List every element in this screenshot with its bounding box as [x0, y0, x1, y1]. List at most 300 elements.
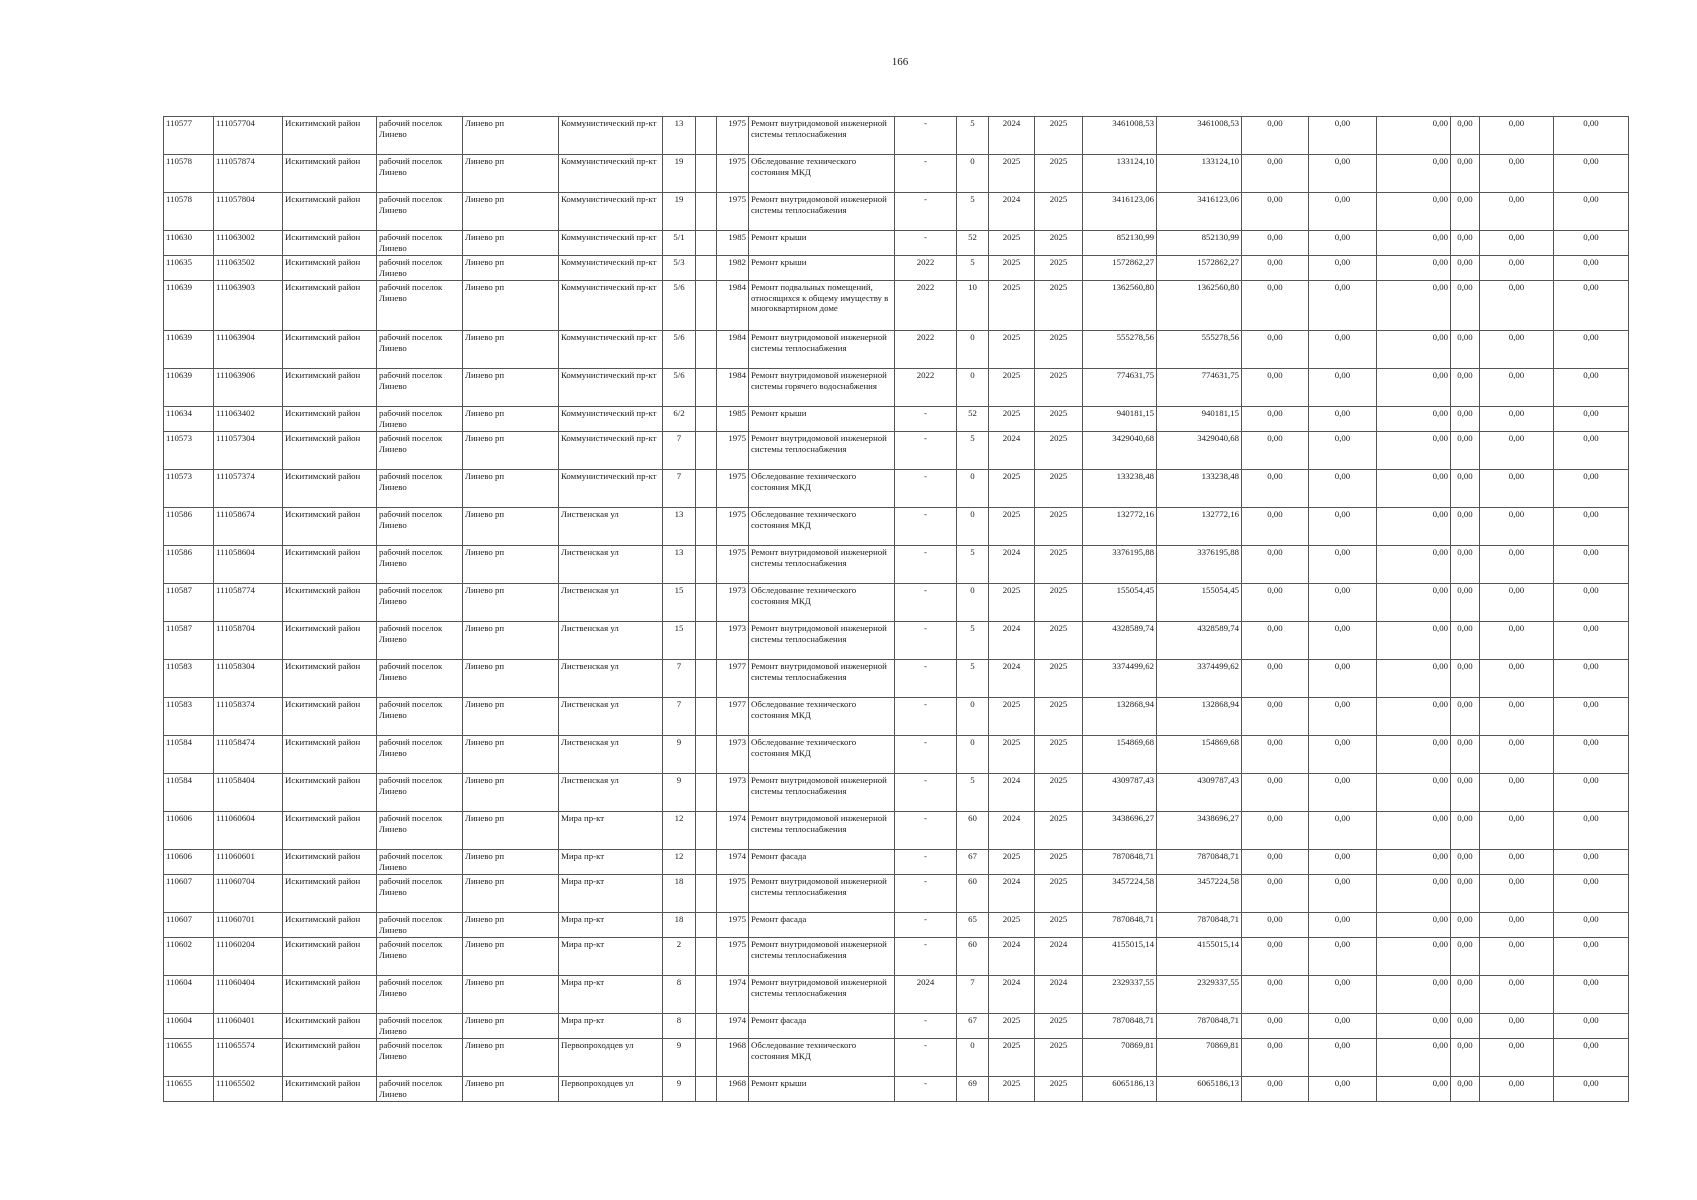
table-row: [164, 660, 1629, 698]
cell-street: Мира пр-кт: [559, 1014, 663, 1039]
cell-start-year: 2025: [989, 256, 1035, 281]
cell-value-4: 0,00: [1451, 117, 1480, 155]
table-row: [164, 331, 1629, 369]
cell-work-id: 111057874: [214, 155, 283, 193]
cell-work-type: Ремонт внутридомовой инженерной системы теплоснабжения: [749, 976, 895, 1014]
cell-district: Искитимский район: [283, 407, 377, 432]
table-row: [164, 432, 1629, 470]
cell-street: Коммунистический пр-кт: [559, 256, 663, 281]
cell-program-cost: 3457224,58: [1157, 875, 1242, 913]
cell-district: Искитимский район: [283, 938, 377, 976]
cell-district: Искитимский район: [283, 369, 377, 407]
table-row: [164, 774, 1629, 812]
cell-building: [696, 1014, 717, 1039]
cell-value-4: 0,00: [1451, 1077, 1480, 1102]
cell-total-cost: 2329337,55: [1083, 976, 1157, 1014]
cell-street: Коммунистический пр-кт: [559, 369, 663, 407]
cell-value-6: 0,00: [1554, 546, 1629, 584]
cell-last-repair-year: -: [895, 231, 957, 256]
cell-district: Искитимский район: [283, 812, 377, 850]
cell-locality: Линево рп: [463, 875, 559, 913]
cell-value-3: 0,00: [1377, 850, 1451, 875]
cell-value-6: 0,00: [1554, 1039, 1629, 1077]
cell-wear-percent: 60: [957, 875, 989, 913]
cell-building: [696, 256, 717, 281]
cell-work-type: Ремонт внутридомовой инженерной системы теплоснабжения: [749, 193, 895, 231]
cell-total-cost: 3374499,62: [1083, 660, 1157, 698]
cell-value-2: 0,00: [1309, 913, 1377, 938]
cell-settlement: рабочий поселок Линево: [377, 1014, 463, 1039]
cell-value-2: 0,00: [1309, 155, 1377, 193]
cell-settlement: рабочий поселок Линево: [377, 407, 463, 432]
cell-settlement: рабочий поселок Линево: [377, 850, 463, 875]
cell-settlement: рабочий поселок Линево: [377, 622, 463, 660]
cell-value-3: 0,00: [1377, 369, 1451, 407]
cell-value-1: 0,00: [1242, 331, 1309, 369]
cell-value-5: 0,00: [1480, 1077, 1554, 1102]
cell-total-cost: 3376195,88: [1083, 546, 1157, 584]
cell-wear-percent: 0: [957, 331, 989, 369]
cell-value-2: 0,00: [1309, 622, 1377, 660]
cell-value-3: 0,00: [1377, 231, 1451, 256]
cell-value-6: 0,00: [1554, 622, 1629, 660]
cell-value-3: 0,00: [1377, 698, 1451, 736]
cell-value-2: 0,00: [1309, 193, 1377, 231]
cell-value-5: 0,00: [1480, 369, 1554, 407]
cell-program-cost: 155054,45: [1157, 584, 1242, 622]
cell-locality: Линево рп: [463, 698, 559, 736]
cell-value-4: 0,00: [1451, 1039, 1480, 1077]
cell-value-4: 0,00: [1451, 875, 1480, 913]
cell-total-cost: 4328589,74: [1083, 622, 1157, 660]
cell-last-repair-year: -: [895, 193, 957, 231]
cell-program-cost: 7870848,71: [1157, 1014, 1242, 1039]
cell-task-id: 110586: [164, 546, 214, 584]
cell-district: Искитимский район: [283, 281, 377, 331]
cell-year-built: 1975: [717, 913, 749, 938]
cell-work-type: Ремонт внутридомовой инженерной системы теплоснабжения: [749, 117, 895, 155]
cell-work-type: Ремонт крыши: [749, 1077, 895, 1102]
cell-settlement: рабочий поселок Линево: [377, 331, 463, 369]
cell-year-built: 1974: [717, 1014, 749, 1039]
cell-task-id: 110577: [164, 117, 214, 155]
table-row: [164, 875, 1629, 913]
cell-work-id: 111060604: [214, 812, 283, 850]
cell-wear-percent: 0: [957, 1039, 989, 1077]
cell-program-cost: 154869,68: [1157, 736, 1242, 774]
cell-total-cost: 3429040,68: [1083, 432, 1157, 470]
cell-building: [696, 155, 717, 193]
cell-value-2: 0,00: [1309, 331, 1377, 369]
cell-building: [696, 976, 717, 1014]
cell-value-4: 0,00: [1451, 1014, 1480, 1039]
cell-wear-percent: 5: [957, 622, 989, 660]
cell-end-year: 2025: [1035, 1014, 1083, 1039]
cell-wear-percent: 67: [957, 1014, 989, 1039]
cell-work-type: Обследование технического состояния МКД: [749, 1039, 895, 1077]
cell-house-number: 15: [663, 622, 696, 660]
cell-total-cost: 7870848,71: [1083, 1014, 1157, 1039]
cell-wear-percent: 0: [957, 470, 989, 508]
cell-work-type: Обследование технического состояния МКД: [749, 508, 895, 546]
cell-house-number: 8: [663, 1014, 696, 1039]
cell-district: Искитимский район: [283, 1039, 377, 1077]
cell-street: Лиственская ул: [559, 660, 663, 698]
cell-value-5: 0,00: [1480, 736, 1554, 774]
cell-district: Искитимский район: [283, 774, 377, 812]
cell-locality: Линево рп: [463, 508, 559, 546]
cell-task-id: 110583: [164, 698, 214, 736]
cell-end-year: 2024: [1035, 976, 1083, 1014]
cell-value-5: 0,00: [1480, 913, 1554, 938]
cell-street: Лиственская ул: [559, 508, 663, 546]
cell-building: [696, 407, 717, 432]
cell-value-4: 0,00: [1451, 193, 1480, 231]
cell-wear-percent: 0: [957, 155, 989, 193]
cell-settlement: рабочий поселок Линево: [377, 1077, 463, 1102]
cell-wear-percent: 0: [957, 584, 989, 622]
cell-value-6: 0,00: [1554, 407, 1629, 432]
cell-value-3: 0,00: [1377, 470, 1451, 508]
cell-value-2: 0,00: [1309, 407, 1377, 432]
cell-work-type: Обследование технического состояния МКД: [749, 736, 895, 774]
cell-work-id: 111058404: [214, 774, 283, 812]
cell-value-5: 0,00: [1480, 584, 1554, 622]
cell-total-cost: 4309787,43: [1083, 774, 1157, 812]
cell-value-4: 0,00: [1451, 546, 1480, 584]
cell-last-repair-year: -: [895, 407, 957, 432]
cell-district: Искитимский район: [283, 546, 377, 584]
cell-value-3: 0,00: [1377, 155, 1451, 193]
cell-program-cost: 774631,75: [1157, 369, 1242, 407]
cell-value-1: 0,00: [1242, 913, 1309, 938]
table-row: [164, 546, 1629, 584]
cell-last-repair-year: -: [895, 1039, 957, 1077]
cell-settlement: рабочий поселок Линево: [377, 875, 463, 913]
cell-settlement: рабочий поселок Линево: [377, 913, 463, 938]
table-row: [164, 407, 1629, 432]
cell-building: [696, 331, 717, 369]
cell-house-number: 2: [663, 938, 696, 976]
cell-work-id: 111058374: [214, 698, 283, 736]
table-row: [164, 155, 1629, 193]
cell-start-year: 2024: [989, 660, 1035, 698]
cell-last-repair-year: -: [895, 584, 957, 622]
cell-value-3: 0,00: [1377, 913, 1451, 938]
cell-value-6: 0,00: [1554, 1077, 1629, 1102]
cell-program-cost: 7870848,71: [1157, 913, 1242, 938]
cell-street: Коммунистический пр-кт: [559, 331, 663, 369]
cell-total-cost: 3416123,06: [1083, 193, 1157, 231]
cell-value-4: 0,00: [1451, 281, 1480, 331]
cell-value-4: 0,00: [1451, 812, 1480, 850]
cell-start-year: 2025: [989, 231, 1035, 256]
cell-work-type: Ремонт внутридомовой инженерной системы теплоснабжения: [749, 812, 895, 850]
cell-work-type: Ремонт внутридомовой инженерной системы теплоснабжения: [749, 432, 895, 470]
cell-building: [696, 850, 717, 875]
cell-last-repair-year: -: [895, 117, 957, 155]
cell-locality: Линево рп: [463, 546, 559, 584]
cell-building: [696, 432, 717, 470]
cell-value-2: 0,00: [1309, 774, 1377, 812]
cell-locality: Линево рп: [463, 155, 559, 193]
cell-locality: Линево рп: [463, 1039, 559, 1077]
cell-start-year: 2024: [989, 546, 1035, 584]
cell-value-1: 0,00: [1242, 976, 1309, 1014]
cell-locality: Линево рп: [463, 584, 559, 622]
cell-task-id: 110587: [164, 584, 214, 622]
cell-end-year: 2025: [1035, 622, 1083, 660]
cell-building: [696, 1039, 717, 1077]
cell-locality: Линево рп: [463, 1014, 559, 1039]
cell-task-id: 110587: [164, 622, 214, 660]
cell-locality: Линево рп: [463, 812, 559, 850]
cell-district: Искитимский район: [283, 622, 377, 660]
cell-last-repair-year: -: [895, 622, 957, 660]
cell-year-built: 1975: [717, 546, 749, 584]
cell-value-5: 0,00: [1480, 1014, 1554, 1039]
cell-value-6: 0,00: [1554, 660, 1629, 698]
cell-total-cost: 132868,94: [1083, 698, 1157, 736]
cell-house-number: 9: [663, 1077, 696, 1102]
cell-locality: Линево рп: [463, 256, 559, 281]
cell-locality: Линево рп: [463, 850, 559, 875]
cell-value-6: 0,00: [1554, 155, 1629, 193]
cell-end-year: 2025: [1035, 774, 1083, 812]
cell-total-cost: 555278,56: [1083, 331, 1157, 369]
cell-locality: Линево рп: [463, 281, 559, 331]
cell-value-6: 0,00: [1554, 231, 1629, 256]
cell-work-id: 111058674: [214, 508, 283, 546]
cell-value-2: 0,00: [1309, 369, 1377, 407]
cell-district: Искитимский район: [283, 850, 377, 875]
cell-start-year: 2024: [989, 622, 1035, 660]
cell-work-type: Ремонт крыши: [749, 407, 895, 432]
cell-program-cost: 7870848,71: [1157, 850, 1242, 875]
cell-year-built: 1975: [717, 193, 749, 231]
cell-locality: Линево рп: [463, 736, 559, 774]
cell-street: Мира пр-кт: [559, 812, 663, 850]
cell-last-repair-year: -: [895, 850, 957, 875]
cell-street: Коммунистический пр-кт: [559, 407, 663, 432]
cell-locality: Линево рп: [463, 193, 559, 231]
cell-locality: Линево рп: [463, 432, 559, 470]
cell-task-id: 110635: [164, 256, 214, 281]
cell-year-built: 1973: [717, 584, 749, 622]
cell-street: Первопроходцев ул: [559, 1039, 663, 1077]
cell-house-number: 7: [663, 470, 696, 508]
cell-total-cost: 3438696,27: [1083, 812, 1157, 850]
cell-last-repair-year: -: [895, 432, 957, 470]
table-row: [164, 736, 1629, 774]
cell-value-6: 0,00: [1554, 508, 1629, 546]
table-row: [164, 369, 1629, 407]
cell-task-id: 110602: [164, 938, 214, 976]
cell-year-built: 1977: [717, 698, 749, 736]
cell-locality: Линево рп: [463, 938, 559, 976]
cell-task-id: 110604: [164, 1014, 214, 1039]
cell-task-id: 110639: [164, 369, 214, 407]
cell-start-year: 2025: [989, 470, 1035, 508]
cell-start-year: 2024: [989, 976, 1035, 1014]
cell-locality: Линево рп: [463, 331, 559, 369]
cell-building: [696, 698, 717, 736]
cell-start-year: 2025: [989, 407, 1035, 432]
cell-value-2: 0,00: [1309, 1039, 1377, 1077]
cell-value-4: 0,00: [1451, 622, 1480, 660]
cell-program-cost: 6065186,13: [1157, 1077, 1242, 1102]
cell-value-2: 0,00: [1309, 584, 1377, 622]
cell-task-id: 110573: [164, 470, 214, 508]
cell-end-year: 2025: [1035, 155, 1083, 193]
cell-value-1: 0,00: [1242, 231, 1309, 256]
cell-settlement: рабочий поселок Линево: [377, 369, 463, 407]
table-row: [164, 850, 1629, 875]
cell-work-type: Ремонт фасада: [749, 913, 895, 938]
cell-value-2: 0,00: [1309, 546, 1377, 584]
cell-wear-percent: 52: [957, 231, 989, 256]
cell-work-id: 111063402: [214, 407, 283, 432]
cell-end-year: 2025: [1035, 584, 1083, 622]
cell-work-id: 111058304: [214, 660, 283, 698]
cell-end-year: 2025: [1035, 1039, 1083, 1077]
cell-last-repair-year: -: [895, 774, 957, 812]
cell-house-number: 9: [663, 1039, 696, 1077]
cell-end-year: 2025: [1035, 508, 1083, 546]
cell-value-2: 0,00: [1309, 1014, 1377, 1039]
cell-task-id: 110578: [164, 155, 214, 193]
cell-program-cost: 4309787,43: [1157, 774, 1242, 812]
cell-value-2: 0,00: [1309, 660, 1377, 698]
cell-value-1: 0,00: [1242, 117, 1309, 155]
cell-value-4: 0,00: [1451, 976, 1480, 1014]
cell-task-id: 110584: [164, 774, 214, 812]
cell-building: [696, 584, 717, 622]
cell-program-cost: 2329337,55: [1157, 976, 1242, 1014]
cell-house-number: 8: [663, 976, 696, 1014]
table-row: [164, 913, 1629, 938]
cell-year-built: 1984: [717, 369, 749, 407]
cell-end-year: 2025: [1035, 875, 1083, 913]
cell-program-cost: 1362560,80: [1157, 281, 1242, 331]
cell-value-1: 0,00: [1242, 875, 1309, 913]
cell-value-1: 0,00: [1242, 698, 1309, 736]
cell-value-1: 0,00: [1242, 1077, 1309, 1102]
cell-start-year: 2025: [989, 1077, 1035, 1102]
cell-settlement: рабочий поселок Линево: [377, 546, 463, 584]
cell-end-year: 2025: [1035, 850, 1083, 875]
cell-district: Искитимский район: [283, 432, 377, 470]
cell-value-5: 0,00: [1480, 774, 1554, 812]
cell-value-6: 0,00: [1554, 850, 1629, 875]
cell-work-id: 111058604: [214, 546, 283, 584]
cell-last-repair-year: -: [895, 938, 957, 976]
cell-value-4: 0,00: [1451, 508, 1480, 546]
cell-last-repair-year: -: [895, 736, 957, 774]
cell-task-id: 110607: [164, 875, 214, 913]
cell-value-1: 0,00: [1242, 281, 1309, 331]
cell-program-cost: 3429040,68: [1157, 432, 1242, 470]
cell-start-year: 2025: [989, 281, 1035, 331]
cell-work-type: Обследование технического состояния МКД: [749, 584, 895, 622]
table-row: [164, 938, 1629, 976]
cell-locality: Линево рп: [463, 407, 559, 432]
cell-building: [696, 938, 717, 976]
cell-program-cost: 70869,81: [1157, 1039, 1242, 1077]
cell-value-6: 0,00: [1554, 1014, 1629, 1039]
cell-start-year: 2024: [989, 193, 1035, 231]
cell-wear-percent: 0: [957, 369, 989, 407]
cell-house-number: 19: [663, 193, 696, 231]
cell-total-cost: 155054,45: [1083, 584, 1157, 622]
cell-value-5: 0,00: [1480, 660, 1554, 698]
cell-value-3: 0,00: [1377, 660, 1451, 698]
cell-value-2: 0,00: [1309, 976, 1377, 1014]
cell-year-built: 1977: [717, 660, 749, 698]
cell-value-6: 0,00: [1554, 976, 1629, 1014]
cell-value-1: 0,00: [1242, 155, 1309, 193]
cell-value-3: 0,00: [1377, 331, 1451, 369]
cell-task-id: 110578: [164, 193, 214, 231]
cell-value-1: 0,00: [1242, 774, 1309, 812]
cell-district: Искитимский район: [283, 1077, 377, 1102]
cell-last-repair-year: -: [895, 812, 957, 850]
cell-value-6: 0,00: [1554, 913, 1629, 938]
cell-district: Искитимский район: [283, 976, 377, 1014]
cell-value-3: 0,00: [1377, 736, 1451, 774]
cell-settlement: рабочий поселок Линево: [377, 660, 463, 698]
cell-value-3: 0,00: [1377, 584, 1451, 622]
cell-building: [696, 913, 717, 938]
cell-street: Коммунистический пр-кт: [559, 231, 663, 256]
cell-wear-percent: 52: [957, 407, 989, 432]
cell-program-cost: 555278,56: [1157, 331, 1242, 369]
cell-locality: Линево рп: [463, 622, 559, 660]
cell-street: Мира пр-кт: [559, 938, 663, 976]
cell-work-id: 111065574: [214, 1039, 283, 1077]
cell-year-built: 1975: [717, 155, 749, 193]
cell-start-year: 2025: [989, 508, 1035, 546]
cell-value-6: 0,00: [1554, 584, 1629, 622]
cell-start-year: 2024: [989, 432, 1035, 470]
cell-task-id: 110584: [164, 736, 214, 774]
cell-district: Искитимский район: [283, 470, 377, 508]
cell-wear-percent: 5: [957, 256, 989, 281]
cell-work-type: Ремонт внутридомовой инженерной системы теплоснабжения: [749, 774, 895, 812]
cell-value-2: 0,00: [1309, 470, 1377, 508]
cell-value-1: 0,00: [1242, 470, 1309, 508]
cell-building: [696, 622, 717, 660]
cell-value-5: 0,00: [1480, 812, 1554, 850]
cell-end-year: 2024: [1035, 938, 1083, 976]
cell-program-cost: 3461008,53: [1157, 117, 1242, 155]
cell-work-type: Ремонт внутридомовой инженерной системы теплоснабжения: [749, 622, 895, 660]
cell-value-6: 0,00: [1554, 875, 1629, 913]
cell-house-number: 19: [663, 155, 696, 193]
cell-value-5: 0,00: [1480, 508, 1554, 546]
cell-value-3: 0,00: [1377, 508, 1451, 546]
cell-value-5: 0,00: [1480, 470, 1554, 508]
cell-value-3: 0,00: [1377, 1014, 1451, 1039]
cell-value-3: 0,00: [1377, 281, 1451, 331]
cell-building: [696, 117, 717, 155]
cell-total-cost: 70869,81: [1083, 1039, 1157, 1077]
cell-value-1: 0,00: [1242, 369, 1309, 407]
cell-task-id: 110573: [164, 432, 214, 470]
cell-last-repair-year: 2024: [895, 976, 957, 1014]
cell-wear-percent: 65: [957, 913, 989, 938]
cell-task-id: 110639: [164, 331, 214, 369]
